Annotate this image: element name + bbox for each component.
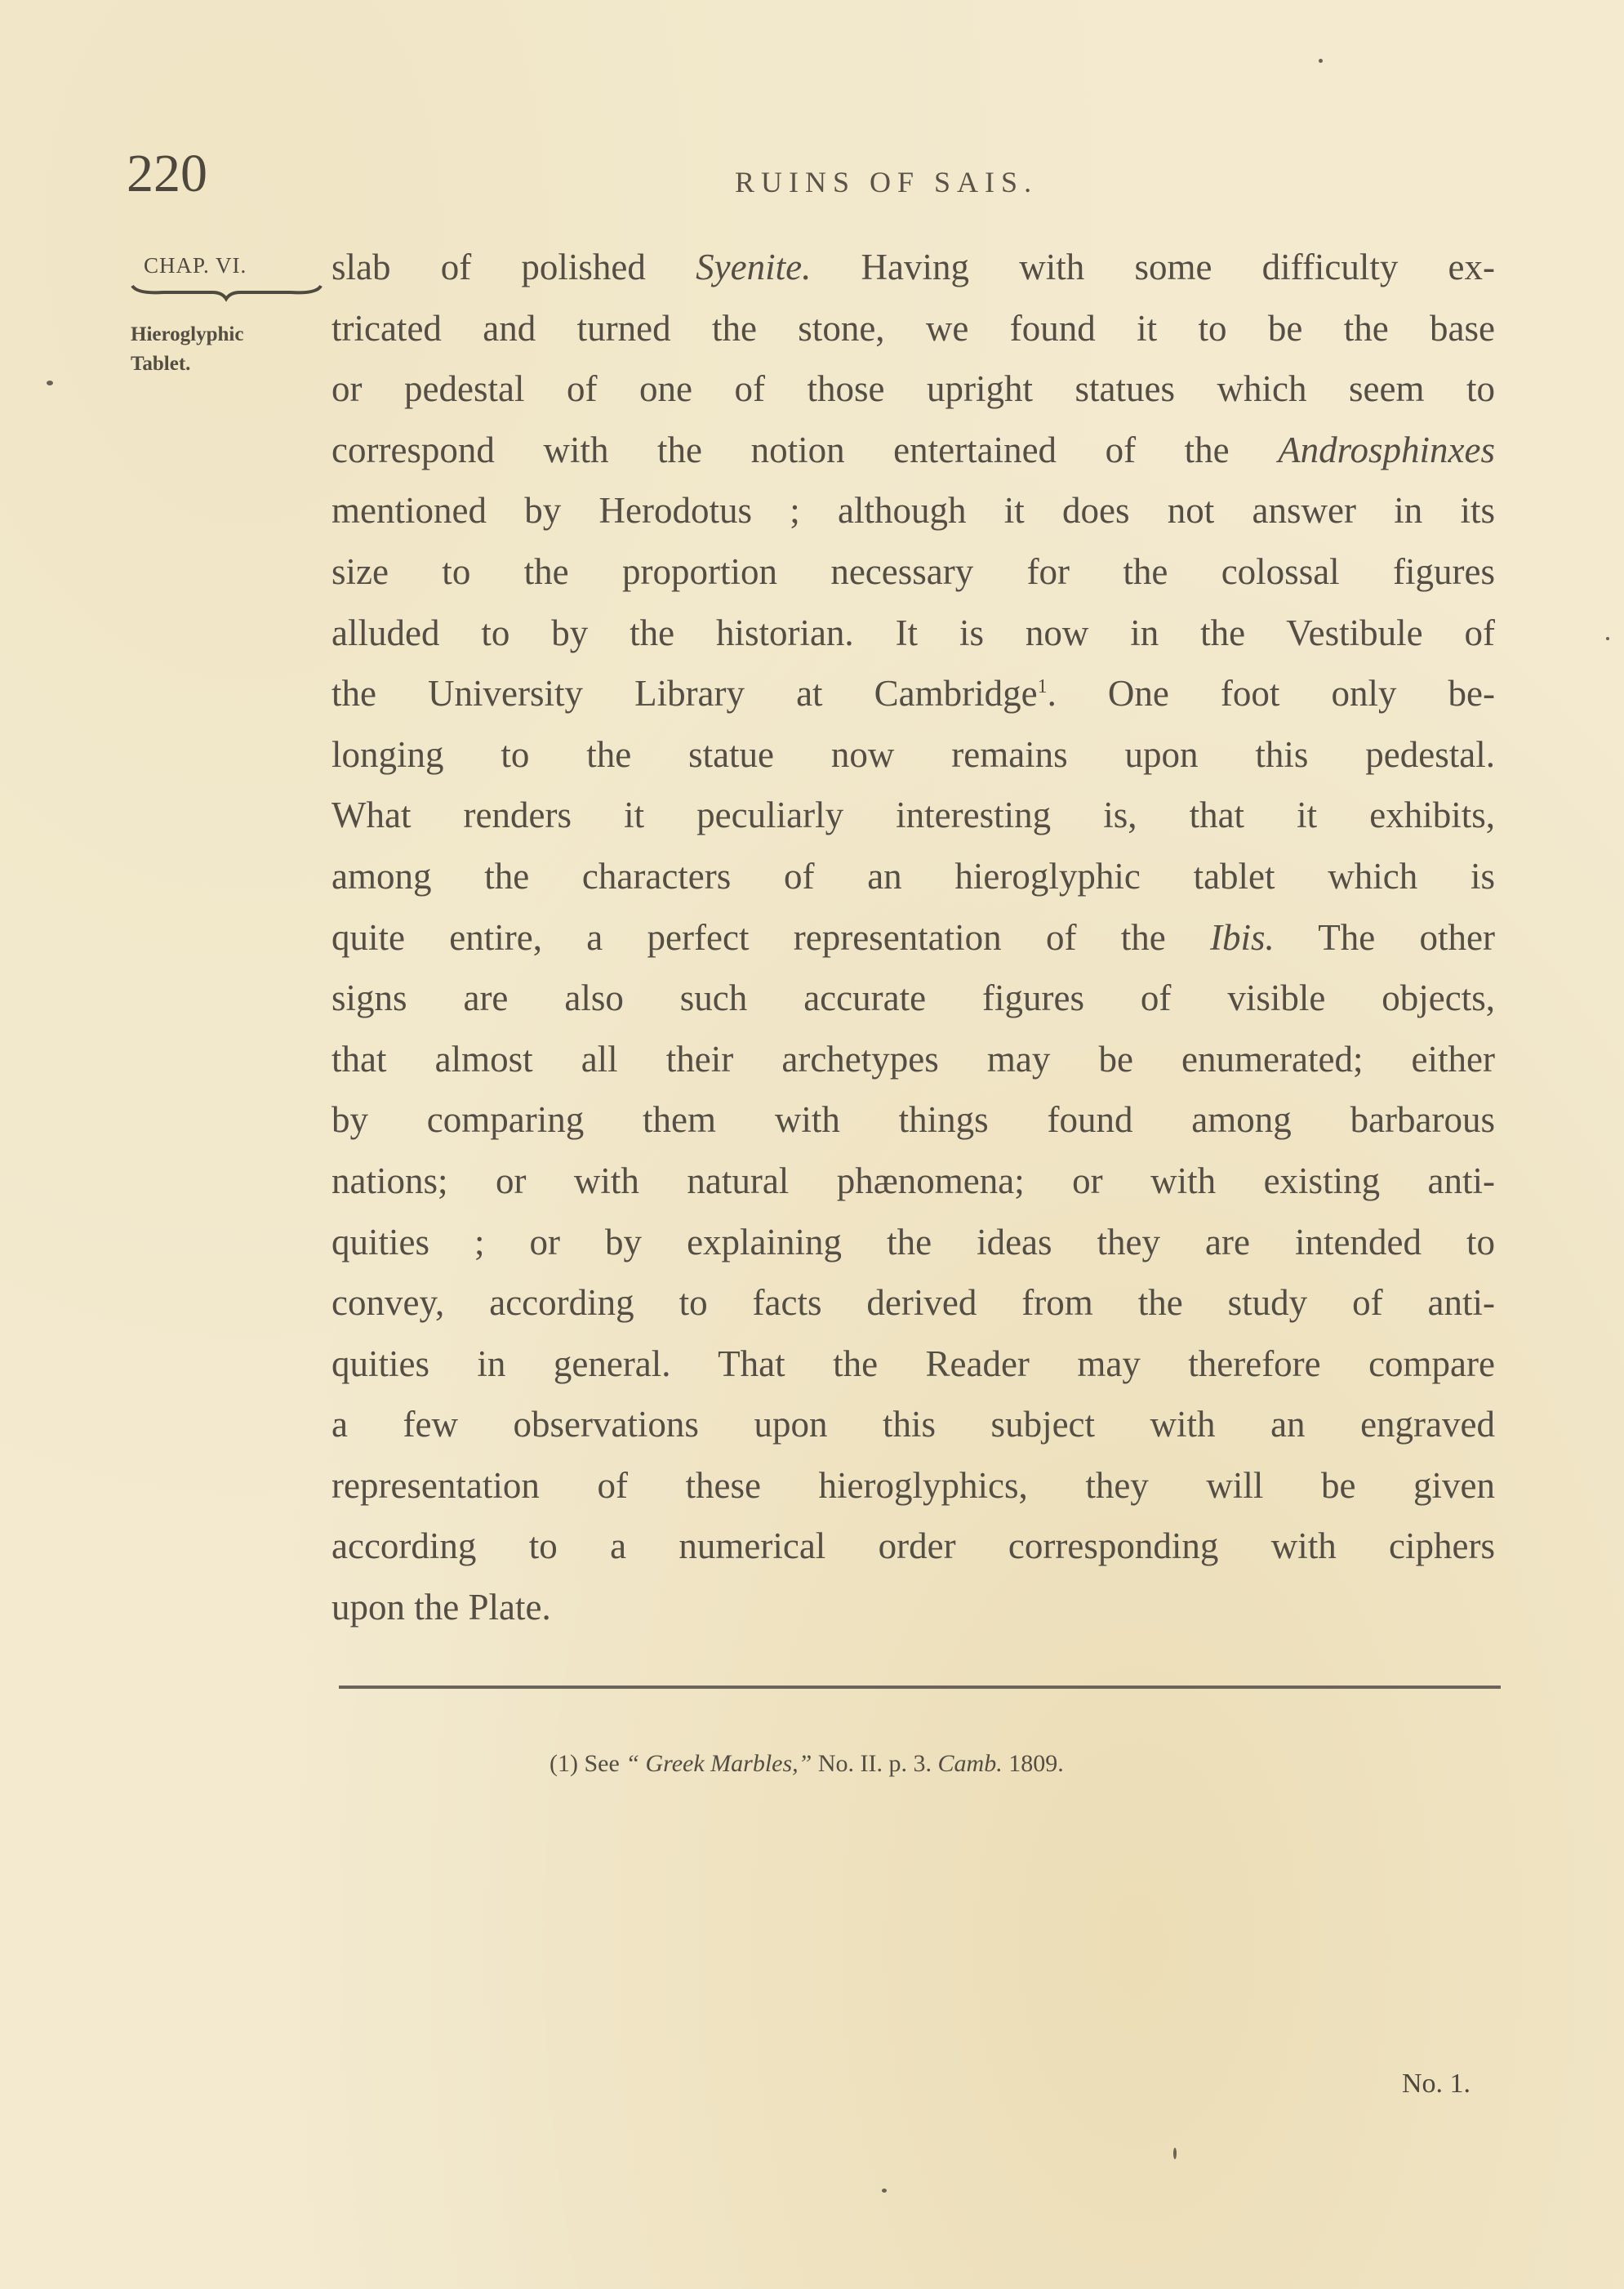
text-line <box>331 785 1495 846</box>
text-line-content: a few observations upon this subject with an engraved <box>331 1404 1495 1445</box>
text-line <box>331 1272 1495 1334</box>
text-line <box>331 1029 1495 1090</box>
text-line-content: quite entire, a perfect representation of the <box>331 916 1211 958</box>
text-line <box>331 358 1495 420</box>
text-line-content: signs are also such accurate figures of visible objects, <box>331 978 1495 1019</box>
text-line-content: among the characters of an hieroglyphic tablet which is <box>331 855 1495 897</box>
running-title: RUINS OF SAIS. <box>735 166 1039 198</box>
text-line <box>331 846 1495 907</box>
text-line-content: Having with some difficulty ex- <box>811 247 1496 287</box>
footnote-reference-mark: 1 <box>1037 676 1048 698</box>
italic-term: Syenite. <box>696 247 812 287</box>
italic-term: Androsphinxes <box>1278 429 1495 470</box>
text-line-content: mentioned by Herodotus ; although it does not answer in its <box>331 490 1495 532</box>
paper-speck <box>1173 2148 1177 2159</box>
text-line-content: . One foot only be- <box>1047 673 1496 715</box>
footnote-title: “ Greek Marbles,” <box>625 1750 812 1777</box>
text-line-content: convey, according to facts derived from the study of anti- <box>331 1282 1495 1324</box>
text-line-content: upon the Plate. <box>331 1587 551 1628</box>
footnote-place: Camb. <box>937 1750 1003 1777</box>
page-number: 220 <box>127 144 207 203</box>
text-line <box>331 420 1495 481</box>
margin-note-line: Tablet. <box>131 353 191 375</box>
margin-note-line: Hieroglyphic <box>131 323 244 345</box>
text-line-content: longing to the statue now remains upon this pedestal. <box>331 733 1495 775</box>
text-line-content: alluded to by the historian. It is now in the Vestibule of <box>331 612 1495 653</box>
text-line-content: slab of polished <box>331 247 696 287</box>
text-line-content: by comparing them with things found among barbarous <box>331 1099 1495 1141</box>
text-line <box>331 968 1495 1029</box>
text-line <box>331 1516 1495 1577</box>
footnote-year: 1809. <box>1008 1750 1064 1777</box>
text-line <box>331 1212 1495 1273</box>
footnote <box>549 1752 1064 1776</box>
text-line-content: correspond with the notion entertained of the <box>331 429 1279 470</box>
paper-speck <box>1606 637 1609 640</box>
paper-speck <box>882 2189 887 2193</box>
footnote-see: See <box>584 1750 620 1777</box>
italic-term: Ibis. <box>1210 916 1275 958</box>
footnote-rule <box>339 1686 1501 1689</box>
text-line <box>331 480 1495 541</box>
footnote-marker: (1) <box>549 1750 578 1777</box>
footnote-reference: No. II. p. 3. <box>817 1750 932 1777</box>
text-line-content: quities in general. That the Reader may therefore compare <box>331 1343 1495 1384</box>
text-line <box>331 1151 1495 1212</box>
text-line-content: or pedestal of one of those upright statues which seem to <box>331 368 1495 410</box>
text-line-content: representation of these hieroglyphics, they will be given <box>331 1464 1495 1506</box>
text-line <box>331 1089 1495 1151</box>
text-line-content: The other <box>1274 916 1496 958</box>
paper-speck <box>1319 59 1323 63</box>
text-line <box>331 237 1495 298</box>
text-line <box>331 663 1495 724</box>
text-line <box>331 907 1495 969</box>
body-paragraph <box>331 237 1495 1638</box>
margin-chapter-label: CHAP. VI. <box>144 253 247 278</box>
text-line <box>331 541 1495 603</box>
text-line-content: tricated and turned the stone, we found it to be the base <box>331 307 1495 349</box>
text-line-content: that almost all their archetypes may be enumerated; either <box>331 1038 1495 1080</box>
text-line <box>331 1394 1495 1455</box>
text-line-content: What renders it peculiarly interesting is, that it exhibits, <box>331 795 1495 836</box>
text-line-content: quities ; or by explaining the ideas they are intended to <box>331 1221 1495 1263</box>
text-line <box>331 1334 1495 1395</box>
text-line <box>331 1455 1495 1516</box>
catchword: No. 1. <box>1402 2069 1471 2099</box>
text-line-content: according to a numerical order corresponding with ciphers <box>331 1525 1495 1567</box>
text-line <box>331 724 1495 786</box>
margin-note <box>131 320 318 379</box>
text-line <box>331 1577 1495 1638</box>
text-line-content: the University Library at Cambridge <box>331 673 1038 715</box>
paper-speck <box>47 381 53 385</box>
margin-brace-ornament <box>131 283 323 302</box>
text-line-content: nations; or with natural phænomena; or with existing anti- <box>331 1160 1495 1201</box>
text-line-content: size to the proportion necessary for the colossal figures <box>331 550 1495 592</box>
text-line <box>331 603 1495 664</box>
text-line <box>331 298 1495 359</box>
